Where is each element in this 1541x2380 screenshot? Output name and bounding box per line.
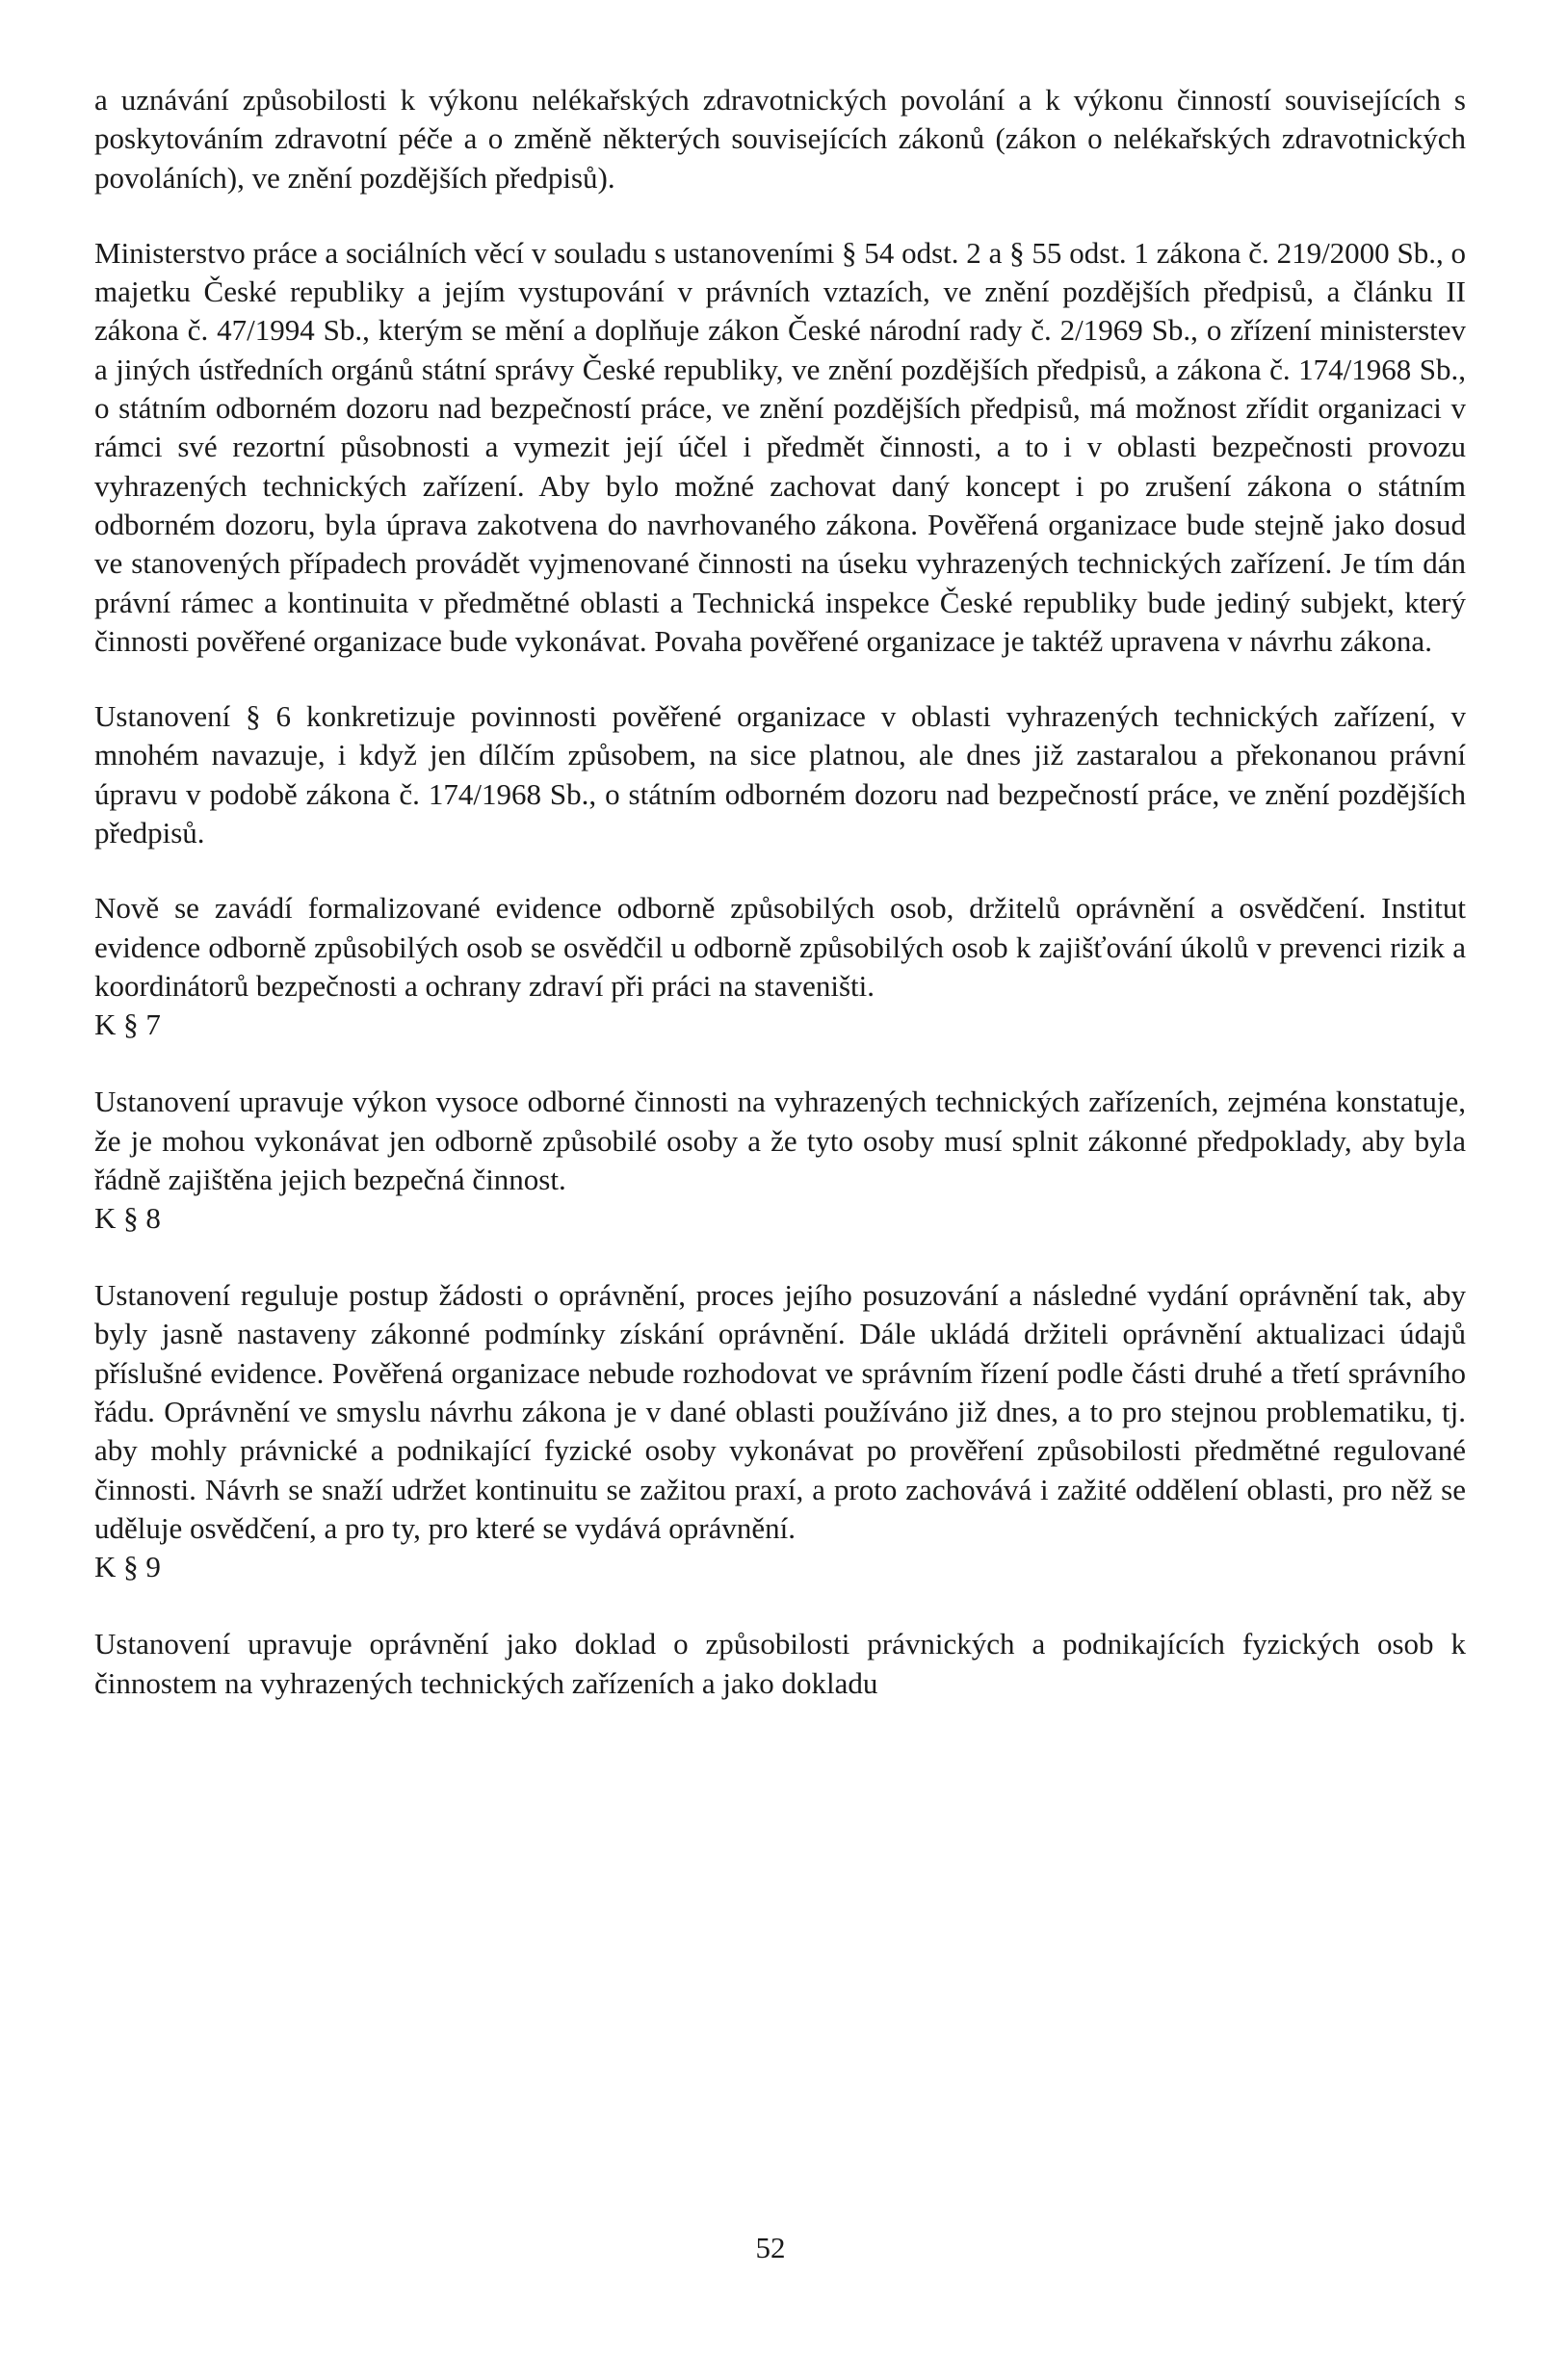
paragraph-ministry: Ministerstvo práce a sociálních věcí v souladu s ustanoveními § 54 odst. 2 a § 55 odst. 1 zákona č. 219/2000 Sb., o majetku České republiky a jejím vystupování v právních vztazích, ve znění pozdějších předpisů, a článku II zákona č. 47/1994 Sb., kterým se mění a doplňuje zákon České národní rady č. 2/1969 Sb., o zřízení ministerstev a jiných ústředních orgánů státní správy České republiky, ve znění pozdějších předpisů, a zákona č. 174/1968 Sb., o státním odborném dozoru nad bezpečností práce, ve znění pozdějších předpisů, má možnost zřídit organizaci v rámci své rezortní působnosti a vymezit její účel i předmět činnosti, a to i v oblasti bezpečnosti provozu vyhrazených technických zařízení. Aby bylo možné zachovat daný koncept i po zrušení zákona o státním odborném dozoru, byla úprava zakotvena do navrhovaného zákona. Pověřená organizace bude stejně jako dosud ve stanovených případech provádět vyjmenované činnosti na úseku vyhrazených technických zařízení. Je tím dán právní rámec a kontinuita v předmětné oblasti a Technická inspekce České republiky bude jediný subjekt, který činnosti pověřené organizace bude vykonávat. Povaha pověřené organizace je taktéž upravena v návrhu zákona. <box>94 235 1466 658</box>
paragraph-intro-continuation: a uznávání způsobilosti k výkonu nelékařských zdravotnických povolání a k výkonu činností souvisejících s poskytováním zdravotní péče a o změně některých souvisejících zákonů (zákon o nelékařských zdravotnických povoláních), ve znění pozdějších předpisů). <box>94 83 1466 195</box>
section-heading-k7: K § 7 <box>94 1007 161 1042</box>
section-text-k9: Ustanovení upravuje oprávnění jako doklad o způsobilosti právnických a podnikajících fyzických osob k činnostem na vyhrazených technických zařízeních a jako dokladu <box>94 1627 1466 1700</box>
section-heading-k9: K § 9 <box>94 1550 161 1584</box>
paragraph-evidence: Nově se zavádí formalizované evidence odborně způsobilých osob, držitelů oprávnění a osvědčení. Institut evidence odborně způsobilých osob se osvědčil u odborně způsobilých osob k zajišťování úkolů v prevenci rizik a koordinátorů bezpečnosti a ochrany zdraví při práci na staveništi. <box>94 891 1466 1003</box>
document-page <box>94 81 1466 1703</box>
section-heading-k8: K § 8 <box>94 1201 161 1236</box>
page-number: 52 <box>755 2231 786 2264</box>
section-text-k7: Ustanovení upravuje výkon vysoce odborné činnosti na vyhrazených technických zařízeních, zejména konstatuje, že je mohou vykonávat jen odborně způsobilé osoby a že tyto osoby musí splnit zákonné předpoklady, aby byla řádně zajištěna jejich bezpečná činnost. <box>94 1085 1466 1196</box>
paragraph-section-6: Ustanovení § 6 konkretizuje povinnosti pověřené organizace v oblasti vyhrazených technických zařízení, v mnohém navazuje, i když jen dílčím způsobem, na sice platnou, ale dnes již zastaralou a překonanou právní úpravu v podobě zákona č. 174/1968 Sb., o státním odborném dozoru nad bezpečností práce, ve znění pozdějších předpisů. <box>94 699 1466 850</box>
section-text-k8: Ustanovení reguluje postup žádosti o oprávnění, proces jejího posuzování a následné vydání oprávnění tak, aby byly jasně nastaveny zákonné podmínky získání oprávnění. Dále ukládá držiteli oprávnění aktualizaci údajů příslušné evidence. Pověřená organizace nebude rozhodovat ve správním řízení podle části druhé a třetí správního řádu. Oprávnění ve smyslu návrhu zákona je v dané oblasti používáno již dnes, a to pro stejnou problematiku, tj. aby mohly právnické a podnikající fyzické osoby vykonávat po prověření způsobilosti předmětné regulované činnosti. Návrh se snaží udržet kontinuitu se zažitou praxí, a proto zachovává i zažité oddělení oblasti, pro něž se uděluje osvědčení, a pro ty, pro které se vydává oprávnění. <box>94 1278 1466 1545</box>
